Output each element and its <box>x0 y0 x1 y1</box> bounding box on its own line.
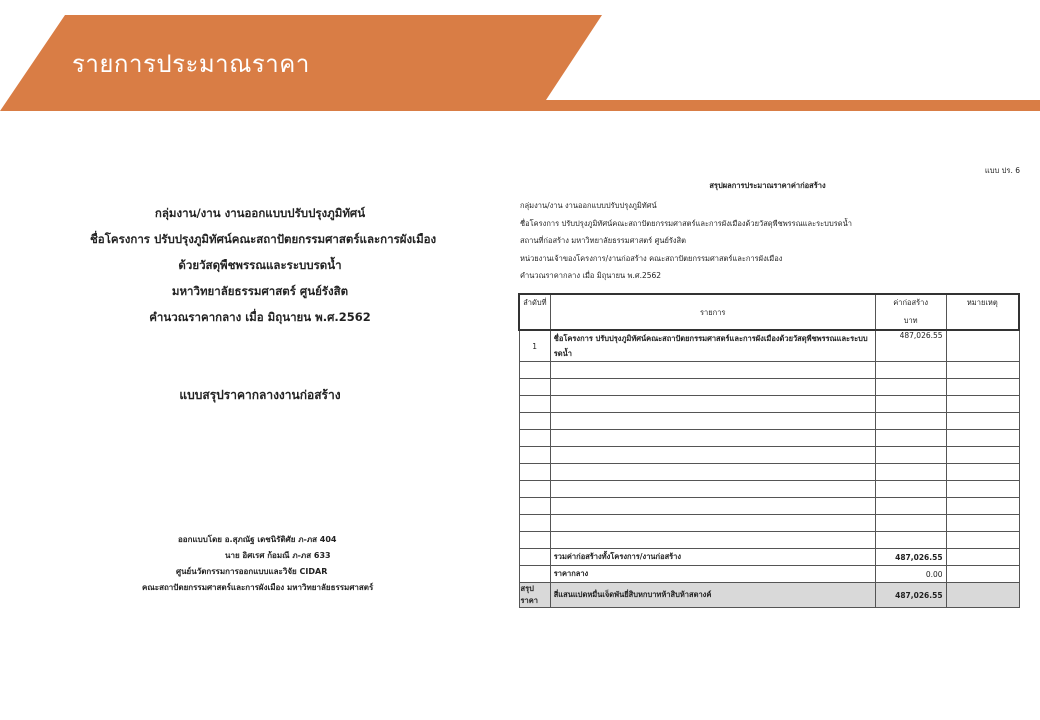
credit-faculty: คณะสถาปัตยกรรมศาสตร์และการผังเมือง มหาวิทยาลัยธรรมศาสตร์ <box>142 583 374 592</box>
total-row <box>519 549 1019 566</box>
table-row <box>519 330 1019 362</box>
median-value: 0.00 <box>875 566 946 583</box>
credit-designer: ออกแบบโดย อ.สุภณัฐ เดชนิรัติศัย ภ-ภส 404 <box>178 535 337 544</box>
credit-co-designer: นาย อิศเรศ ก้อมณี ภ-ภส 633 <box>225 551 331 560</box>
summary-table <box>518 293 1020 608</box>
header-item: รายการ <box>550 294 875 330</box>
cover-credits <box>130 532 390 596</box>
info-date: คำนวณราคากลาง เมื่อ มิถุนายน พ.ศ.2562 <box>520 271 662 280</box>
info-location: สถานที่ก่อสร้าง มหาวิทยาลัยธรรมศาสตร์ ศูนย์รังสิต <box>520 236 686 245</box>
cover-line-group: กลุ่มงาน/งาน งานออกแบบปรับปรุงภูมิทัศน์ <box>154 206 366 220</box>
cover-line-project: ชื่อโครงการ ปรับปรุงภูมิทัศน์คณะสถาปัตยกรรมศาสตร์และการผังเมือง <box>90 232 437 246</box>
form-id: แบบ ปร. 6 <box>984 166 1020 175</box>
table-row-empty <box>519 396 1019 413</box>
credit-center: ศูนย์นวัตกรรมการออกแบบและวิจัย CIDAR <box>176 567 328 576</box>
summary-title: สรุปผลการประมาณราคาค่าก่อสร้าง <box>709 181 826 190</box>
total-label: รวมค่าก่อสร้างทั้งโครงการ/งานก่อสร้าง <box>550 549 875 566</box>
cover-line-university: มหาวิทยาลัยธรรมศาสตร์ ศูนย์รังสิต <box>171 284 349 298</box>
median-row <box>519 566 1019 583</box>
cover-info <box>90 200 437 330</box>
row1-item: ชื่อโครงการ ปรับปรุงภูมิทัศน์คณะสถาปัตยกรรมศาสตร์และการผังเมืองด้วยวัสดุพืชพรรณและระบบรดน้ำ <box>550 330 875 362</box>
table-header-row <box>519 294 1019 330</box>
row1-note <box>946 330 1019 362</box>
table-row-empty <box>519 430 1019 447</box>
table-row-empty <box>519 464 1019 481</box>
summary-row <box>519 583 1019 608</box>
table-row-empty <box>519 532 1019 549</box>
median-label: ราคากลาง <box>550 566 875 583</box>
summary-label: สรุปราคา <box>519 583 550 608</box>
table-row-empty <box>519 447 1019 464</box>
header-cost-unit: บาท <box>903 316 918 325</box>
summary-info <box>520 197 852 285</box>
info-group: กลุ่มงาน/งาน งานออกแบบปรับปรุงภูมิทัศน์ <box>520 201 657 210</box>
total-value: 487,026.55 <box>875 549 946 566</box>
table-row-empty <box>519 515 1019 532</box>
header-note: หมายเหตุ <box>946 294 1019 330</box>
table-row-empty <box>519 379 1019 396</box>
row1-cost: 487,026.55 <box>875 330 946 362</box>
row1-no: 1 <box>519 330 550 362</box>
table-row-empty <box>519 498 1019 515</box>
cover-doc-title: แบบสรุปราคากลางงานก่อสร้าง <box>179 388 341 402</box>
header-no: ลำดับที่ <box>519 294 550 330</box>
table-row-empty <box>519 481 1019 498</box>
table-row-empty <box>519 413 1019 430</box>
header-cost-label: ค่าก่อสร้าง <box>893 298 929 307</box>
info-project: ชื่อโครงการ ปรับปรุงภูมิทัศน์คณะสถาปัตยกรรมศาสตร์และการผังเมืองด้วยวัสดุพืชพรรณและระบบรดน้ำ <box>520 218 852 228</box>
header-cost <box>875 294 946 330</box>
cover-line-project-cont: ด้วยวัสดุพืชพรรณและระบบรดน้ำ <box>178 258 342 272</box>
page-title: รายการประมาณราคา <box>72 50 310 78</box>
table-row-empty <box>519 362 1019 379</box>
summary-text: สี่แสนแปดหมื่นเจ็ดพันยี่สิบหกบาทห้าสิบห้าสตางค์ <box>550 583 875 608</box>
summary-value: 487,026.55 <box>875 583 946 608</box>
info-owner: หน่วยงานเจ้าของโครงการ/งานก่อสร้าง คณะสถาปัตยกรรมศาสตร์และการผังเมือง <box>520 253 783 263</box>
cover-line-date: คำนวณราคากลาง เมื่อ มิถุนายน พ.ศ.2562 <box>149 310 371 324</box>
